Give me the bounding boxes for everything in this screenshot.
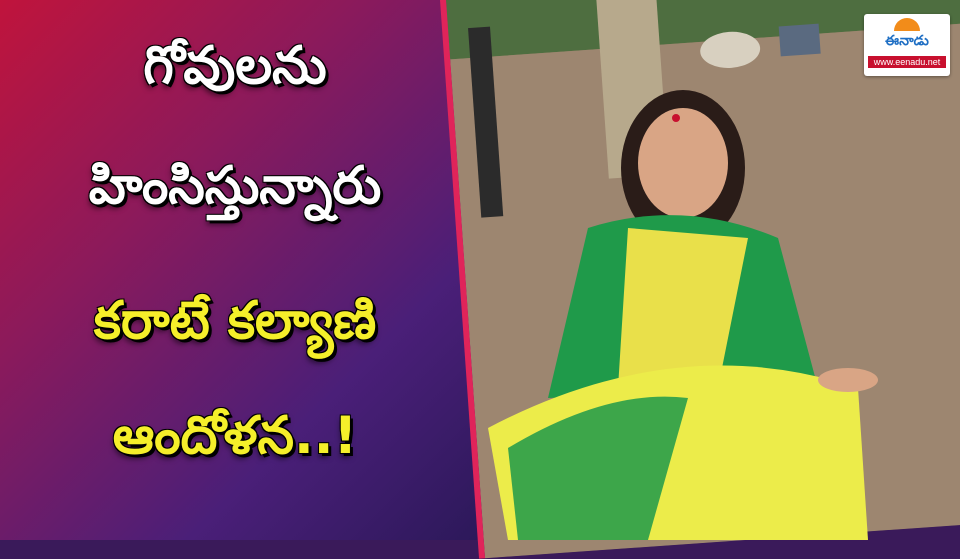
sun-icon: [894, 18, 920, 31]
logo-url: www.eenadu.net: [868, 56, 946, 68]
eenadu-logo: [864, 14, 950, 76]
seated-woman: [488, 88, 908, 540]
cart: [779, 24, 821, 57]
headline-line-4: ఆందోళన..!: [112, 406, 358, 466]
headline-line-2: హింసిస్తున్నారు: [88, 156, 382, 216]
headline-line-1: గోవులను: [143, 36, 327, 96]
headline-line-3: కరాటే కల్యాణి: [93, 291, 377, 351]
logo-name: ఈనాడు: [885, 33, 929, 49]
